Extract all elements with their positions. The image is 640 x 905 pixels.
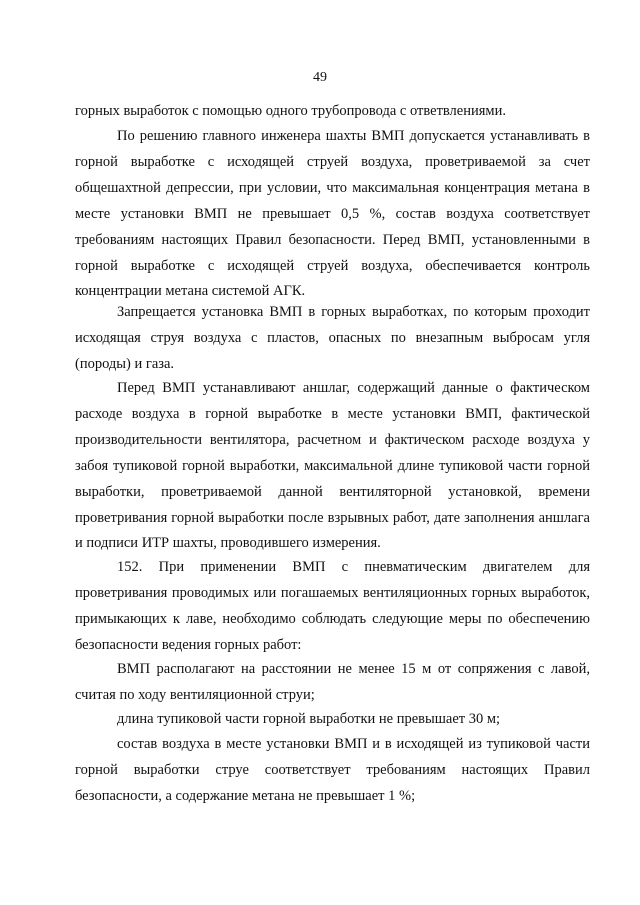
paragraph-vmp-exhaust-installation: По решению главного инженера шахты ВМП допускается устанавливать в горной выработке с исходящей струей воздуха, проветриваемой за счет общешахтной депрессии, при условии, что максимальная концентрация метана в месте установки ВМП не превышает 0,5 %, состав воздуха соответствует требованиям настоящих Правил безопасности. Перед ВМП, установленными в горной выработке с исходящей струей воздуха, обеспечивается контроль концентрации метана системой АГК. [75,128,590,300]
paragraph-section-152: 152. При применении ВМП с пневматическим двигателем для проветривания проводимых или погашаемых вентиляционных горных выработок, примыкающих к лаве, необходимо соблюдать следующие меры по обеспечению безопасности ведения горных работ: [75,559,590,653]
list-item-vmp-distance: ВМП располагают на расстоянии не менее 15 м от сопряжения с лавой, считая по ходу вентиляционной струи; [75,661,590,703]
paragraph-vmp-prohibition: Запрещается установка ВМП в горных выработках, по которым проходит исходящая струя воздуха с пластов, опасных по внезапным выбросам угля (породы) и газа. [75,304,590,372]
page-number: 49 [313,70,327,85]
paragraph-vmp-placard: Перед ВМП устанавливают аншлаг, содержащий данные о фактическом расходе воздуха в горной выработке в месте установки ВМП, фактической производительности вентилятора, расчетном и фактическом расходе воздуха у забоя тупиковой горной выработки, максимальной длине тупиковой части горной выработки, проветриваемой данной вентиляторной установкой, времени проветривания горной выработки после взрывных работ, дате заполнения аншлага и подписи ИТР шахты, проводившего измерения. [75,380,590,552]
paragraph-continuation: горных выработок с помощью одного трубопровода с ответвлениями. [75,103,506,119]
list-item-dead-end-length: длина тупиковой части горной выработки не превышает 30 м; [117,711,501,727]
list-item-air-composition: состав воздуха в месте установки ВМП и в исходящей из тупиковой части горной выработки струе соответствует требованиям настоящих Правил безопасности, а содержание метана не превышает 1 %; [75,736,590,804]
